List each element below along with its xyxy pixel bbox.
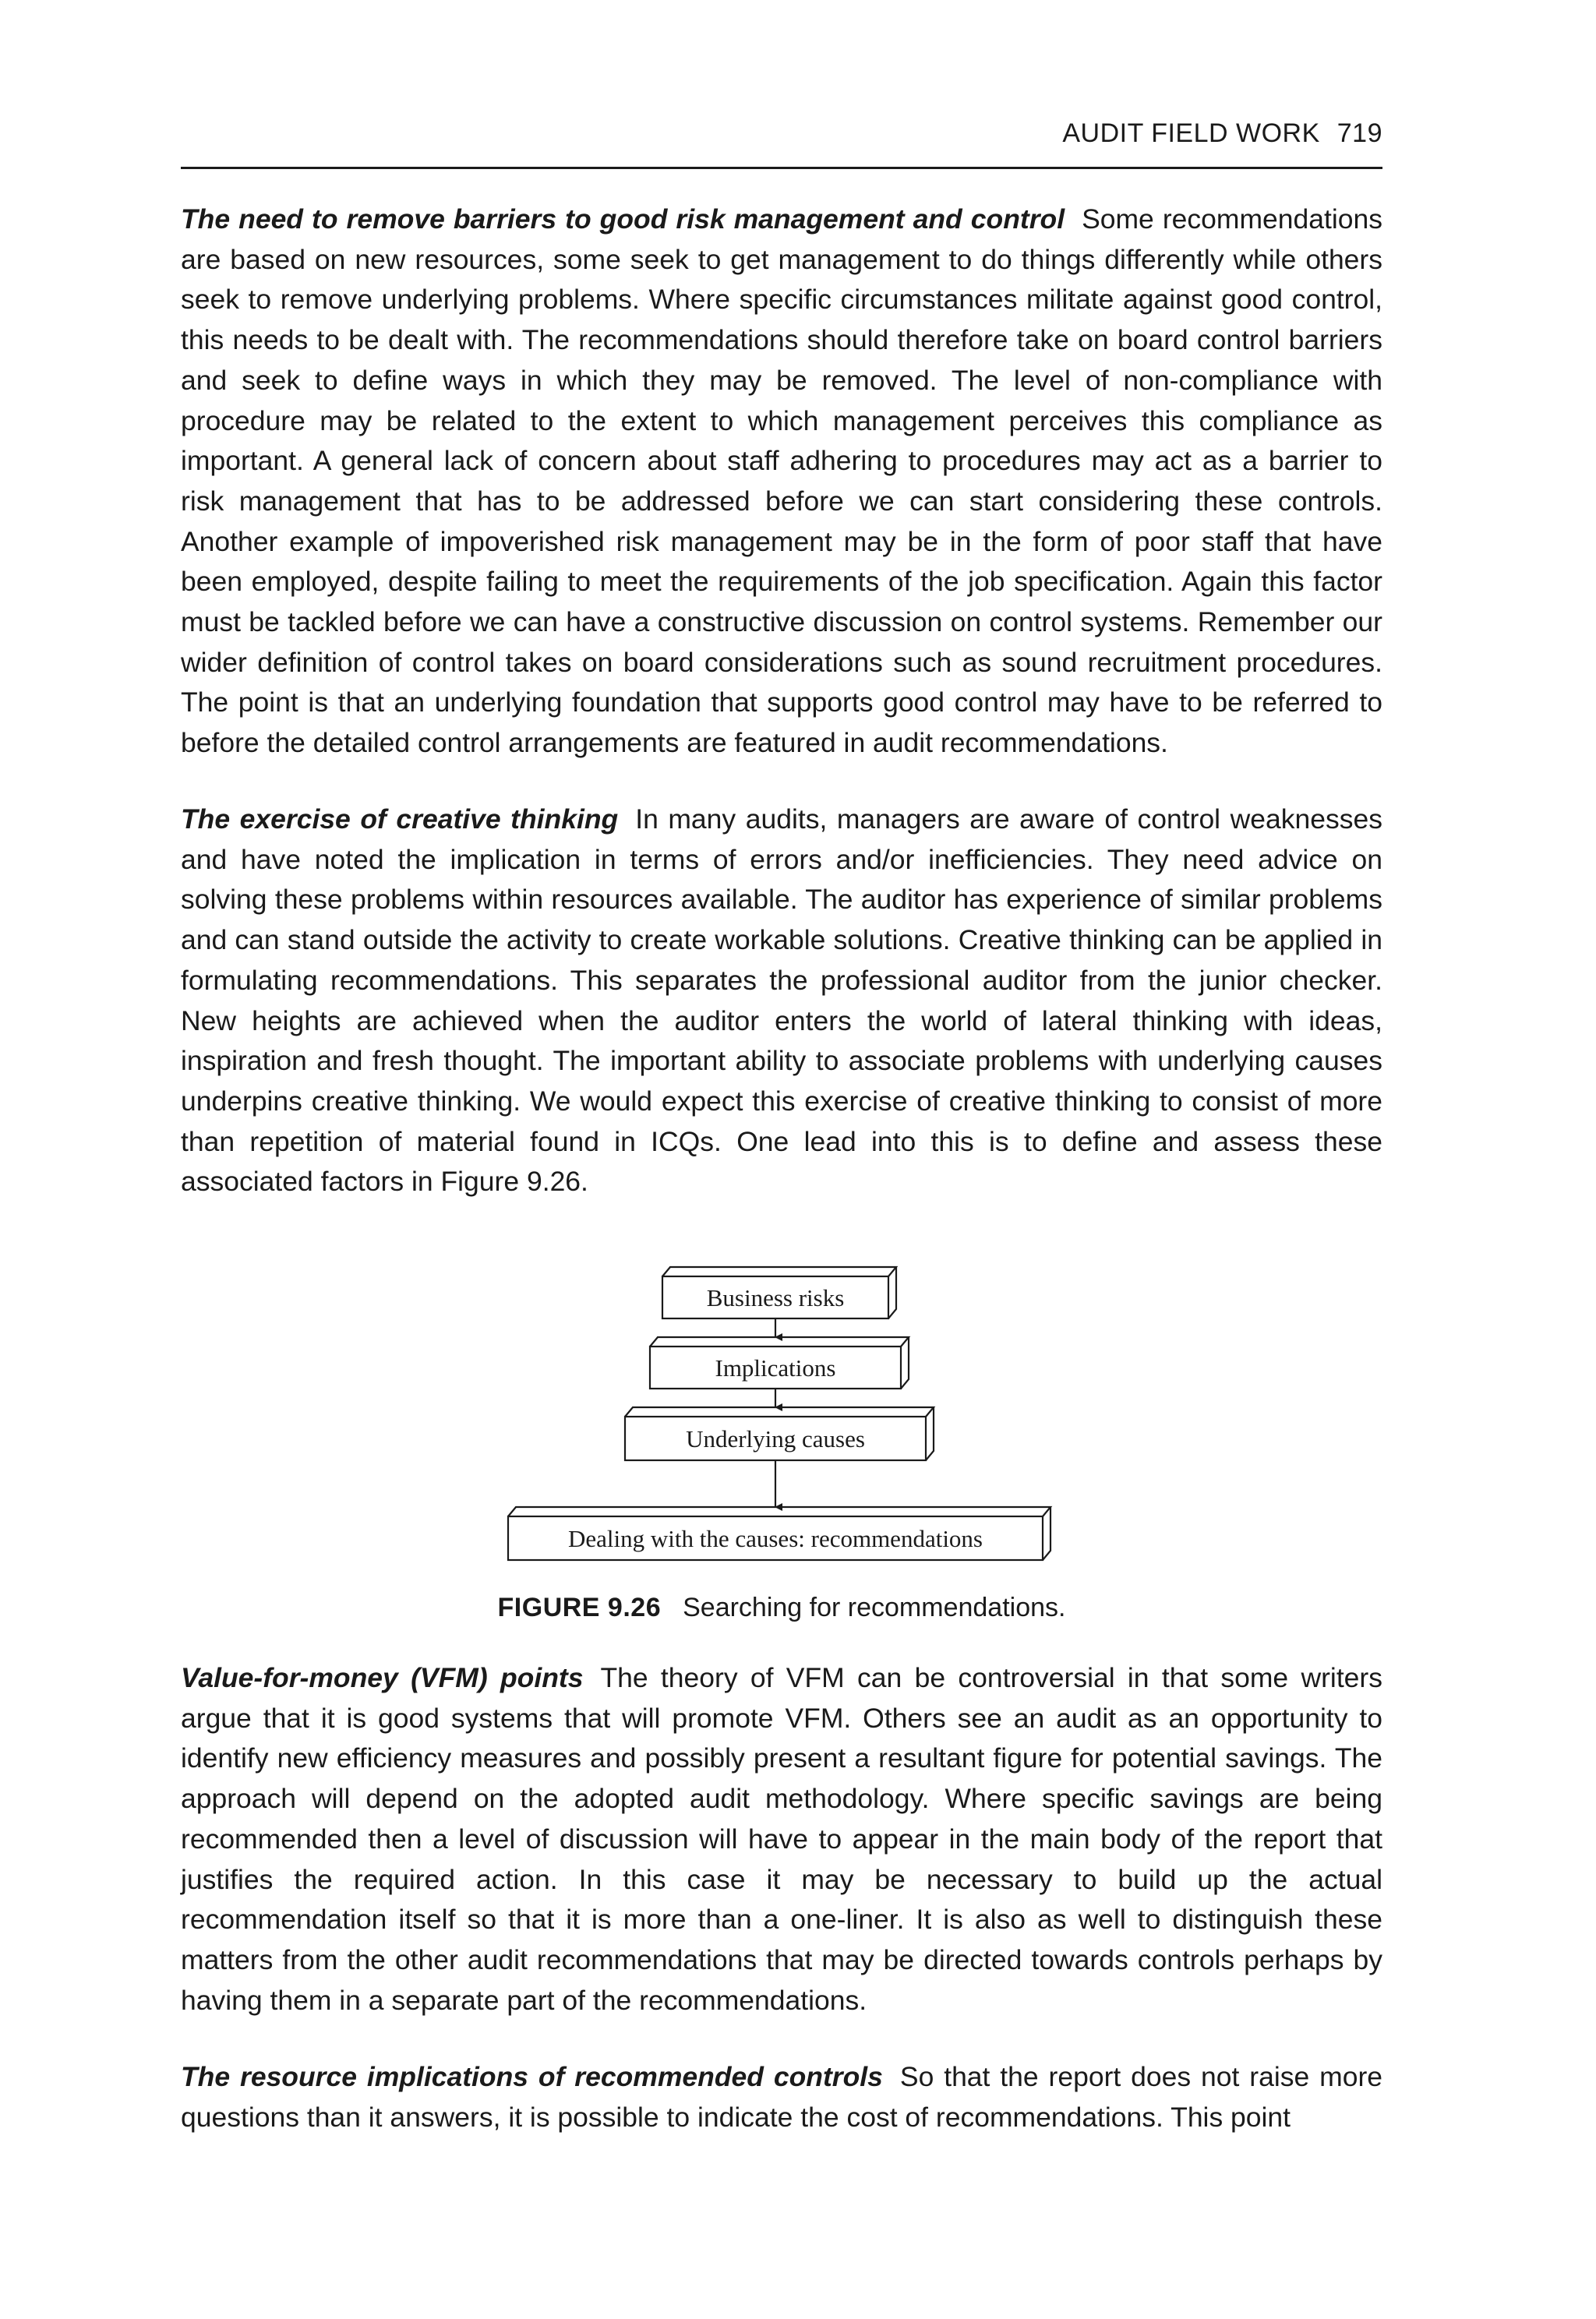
figure-label: FIGURE 9.26: [497, 1593, 662, 1622]
paragraph-vfm-points: [181, 1658, 1382, 2021]
paragraph-lead: The exercise of creative thinking: [181, 803, 619, 835]
running-head: [181, 118, 1382, 149]
diagram-label: Underlying causes: [686, 1425, 865, 1452]
diagram-label: Implications: [715, 1354, 836, 1382]
paragraph-barriers: [181, 199, 1382, 764]
paragraph-text: In many audits, managers are aware of control weaknesses and have noted the implication in terms of errors and/or inefficiencies. They need advice on solving these problems within resources available. The auditor has experience of similar problems and can stand outside the activity to create workable solutions. Creative thinking can be applied in formulating recommendations. This separates the professional auditor from the junior checker. New heights are achieved when the auditor enters the world of lateral thinking with ideas, inspiration and fresh thought. The important ability to associate problems with underlying causes underpins creative thinking. We would expect this exercise of creative thinking to consist of more than repetition of material found in ICQs. One lead into this is to define and assess these associated factors in Figure 9.26.: [181, 803, 1382, 1198]
paragraph-text: So that the report does not raise more questions than it answers, it is possible to indicate the cost of recommendations. This point: [181, 2061, 1383, 2133]
diagram-label: Business risks: [706, 1284, 845, 1311]
figure-caption: [181, 1593, 1382, 1623]
paragraph-lead: Value-for-money (VFM) points: [181, 1662, 584, 1693]
page-number: 719: [1336, 118, 1382, 148]
paragraph-text: The theory of VFM can be controversial in that some writers argue that it is good systems that will promote VFM. Others see an audit as an opportunity to identify new efficiency measures and possibly present a resultant figure for potential savings. The approach will depend on the adopted audit methodology. Where specific savings are being recommended then a level of discussion will have to appear in the main body of the report that justifies the required action. In this case it may be necessary to build up the actual recommendation itself so that it is more than a one-liner. It is also as well to distinguish these matters from the other audit recommendations that may be directed towards controls perhaps by having them in a separate part of the recommendations.: [181, 1662, 1382, 2016]
flow-diagram: [499, 1255, 1060, 1582]
running-title: AUDIT FIELD WORK: [1062, 118, 1320, 148]
figure-caption-text: Searching for recommendations.: [683, 1593, 1066, 1622]
header-rule: [181, 167, 1382, 169]
paragraph-creative-thinking: [181, 799, 1382, 1202]
paragraph-lead: The need to remove barriers to good risk management and control: [181, 203, 1065, 235]
diagram-label: Dealing with the causes: recommendations: [567, 1525, 983, 1552]
paragraph-text: Some recommendations are based on new resources, some seek to get management to do things differently while others seek to remove underlying problems. Where specific circumstances militate against good control, this needs to be dealt with. The recommendations should therefore take on board control barriers and seek to define ways in which they may be removed. The level of non-compliance with procedure may be related to the extent to which management perceives this compliance as important. A general lack of concern about staff adhering to procedures may act as a barrier to risk management that has to be addressed before we can start considering these controls. Another example of impoverished risk management may be in the form of poor staff that have been employed, despite failing to meet the requirements of the job specification. Again this factor must be tackled before we can have a constructive discussion on control systems. Remember our wider definition of control takes on board considerations such as sound recruitment procedures. The point is that an underlying foundation that supports good control may have to be referred to before the detailed control arrangements are featured in audit recommendations.: [181, 203, 1382, 759]
paragraph-lead: The resource implications of recommended controls: [181, 2061, 883, 2092]
paragraph-resource-implications: [181, 2057, 1382, 2137]
